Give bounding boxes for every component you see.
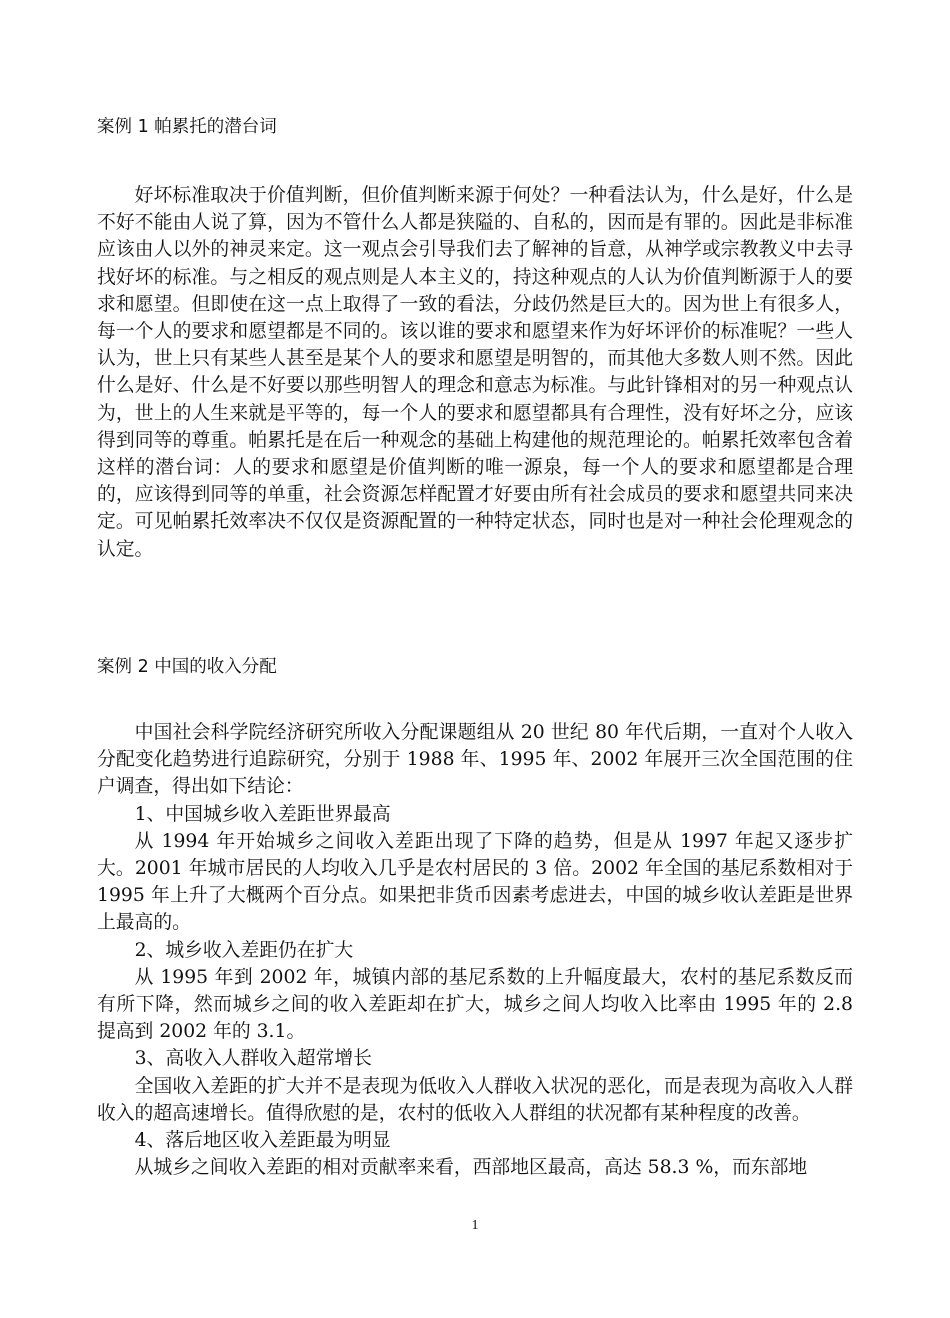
case1-title: 案例 1 帕累托的潜台词	[97, 117, 277, 137]
case2-subheading-2: 2、城乡收入差距仍在扩大	[134, 939, 354, 961]
case2-paragraph-3: 全国收入差距的扩大并不是表现为低收入人群收入状况的恶化，而是表现为高收入人群收入的超高速增长。值得欣慰的是，农村的低收入人群组的状况都有某种程度的改善。	[97, 1075, 853, 1124]
case2-paragraph-4: 从城乡之间收入差距的相对贡献率来看，西部地区最高，高达 58.3 %，而东部地	[134, 1157, 808, 1179]
page-number: 1	[471, 1218, 479, 1233]
case2-subheading-3: 3、高收入人群收入超常增长	[134, 1048, 372, 1070]
case2-subheading-1: 1、中国城乡收入差距世界最高	[134, 803, 391, 825]
case1-paragraph: 好坏标准取决于价值判断，但价值判断来源于何处？一种看法认为，什么是好，什么是不好不能由人说了算，因为不管什么人都是狭隘的、自私的，因而是有罪的。因此是非标准应该由人以外的神灵来定。这一观点会引导我们去了解神的旨意，从神学或宗教教义中去寻找好坏的标准。与之相反的观点则是人本主义的，持这种观点的人认为价值判断源于人的要求和愿望。但即使在这一点上取得了一致的看法，分歧仍然是巨大的。因为世上有很多人，每一个人的要求和愿望都是不同的。该以谁的要求和愿望来作为好坏评价的标准呢？一些人认为，世上只有某些人甚至是某个人的要求和愿望是明智的，而其他大多数人则不然。因此什么是好、什么是不好要以那些明智人的理念和意志为标准。与此针锋相对的另一种观点认为，世上的人生来就是平等的，每一个人的要求和愿望都具有合理性，没有好坏之分，应该得到同等的尊重。帕累托是在后一种观念的基础上构建他的规范理论的。帕累托效率包含着这样的潜台词：人的要求和愿望是价值判断的唯一源泉，每一个人的要求和愿望都是合理的，应该得到同等的单重，社会资源怎样配置才好要由所有社会成员的要求和愿望共同来决定。可见帕累托效率决不仅仅是资源配置的一种特定状态，同时也是对一种社会伦理观念的认定。	[97, 185, 853, 560]
case2-intro-paragraph: 中国社会科学院经济研究所收入分配课题组从 20 世纪 80 年代后期，一直对个人收入分配变化趋势进行追踪研究，分别于 1988 年、1995 年、2002 年展开三次全国范围的住户调查，得出如下结论：	[97, 722, 853, 798]
case1-body	[97, 182, 853, 563]
case2-paragraph-1: 从 1994 年开始城乡之间收入差距出现了下降的趋势，但是从 1997 年起又逐步扩大。2001 年城市居民的人均收入几乎是农村居民的 3 倍。2002 年全国的基尼系数相对于 1995 年上升了大概两个百分点。如果把非货币因素考虑进去，中国的城乡收认差距是世界上最高的。	[97, 830, 853, 934]
case2-title: 案例 2 中国的收入分配	[97, 657, 277, 677]
case2-paragraph-2: 从 1995 年到 2002 年，城镇内部的基尼系数的上升幅度最大，农村的基尼系数反而有所下降，然而城乡之间的收入差距却在扩大，城乡之间人均收入比率由 1995 年的 2.8 提高到 2002 年的 3.1。	[97, 966, 853, 1043]
case2-body	[97, 719, 853, 1181]
case2-subheading-4: 4、落后地区收入差距最为明显	[134, 1130, 391, 1152]
